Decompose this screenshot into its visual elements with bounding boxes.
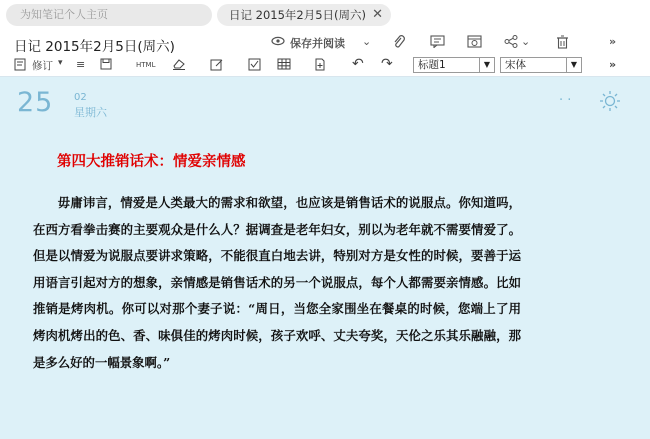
tab-home[interactable]: 为知笔记个人主页 xyxy=(6,4,212,26)
html-button[interactable]: HTML xyxy=(136,61,156,69)
editor-content[interactable] xyxy=(0,77,650,439)
article-body: 毋庸讳言，情爱是人类最大的需求和欲望，也应该是销售话术的说服点。你知道吗，在西方看拳击赛的主要观众是什么人？据调查是老年妇女，别以为老年就不需要情爱了。但是以情爱为说服点要讲求策略，不能很直白地去讲，特别对方是女性的时候，要善于运用语言引起对方的想象，亲情感是销售话术的另一个说服点，每个人都需要亲情感。比如推销是烤肉机。你可以对那个妻子说：“周日，当您全家围坐在餐桌的时候，您端上了用烤肉机烤出的色、香、味俱佳的烤肉时候，孩子欢呼、丈夫夸奖，天伦之乐其乐融融，那是多么好的一幅景象啊。” xyxy=(33,195,521,370)
table-icon[interactable] xyxy=(277,58,291,73)
font-select[interactable] xyxy=(500,57,582,73)
revise-button[interactable]: 修订 xyxy=(32,60,53,72)
attachment-icon[interactable] xyxy=(314,58,326,74)
undo-icon[interactable]: ↶ xyxy=(352,56,364,72)
save-icon[interactable] xyxy=(100,58,112,73)
menu-icon[interactable]: ≡ xyxy=(76,58,86,71)
save-read-button[interactable]: 保存并阅读 xyxy=(290,37,345,50)
style-select[interactable] xyxy=(413,57,495,73)
date-month: 02 xyxy=(74,92,87,103)
tab-diary-label: 日记 2015年2月5日(周六) xyxy=(229,8,367,22)
history-icon[interactable] xyxy=(467,35,482,51)
chevron-down-icon[interactable]: ⌄ xyxy=(362,35,372,48)
comment-icon[interactable] xyxy=(430,35,445,51)
weather-dots-icon[interactable]: · · xyxy=(559,93,572,108)
redo-icon[interactable]: ↷ xyxy=(381,56,393,72)
tab-diary[interactable] xyxy=(217,4,391,26)
eye-icon xyxy=(271,35,285,50)
title-bar xyxy=(0,30,650,56)
tab-bar xyxy=(0,0,650,30)
chevron-down-icon[interactable]: ▼ xyxy=(479,58,494,72)
revise-chevron-icon[interactable]: ▾ xyxy=(58,58,63,68)
format-icon[interactable] xyxy=(210,58,223,74)
editor-toolbar xyxy=(0,56,650,77)
date-weekday: 星期六 xyxy=(74,106,107,119)
date-day: 25 xyxy=(17,87,54,118)
eraser-icon[interactable] xyxy=(172,58,186,73)
page-title: 日记 2015年2月5日(周六) xyxy=(14,39,175,55)
sun-icon[interactable] xyxy=(599,90,621,116)
style-select-value: 标题1 xyxy=(418,59,446,71)
share-menu-chevron-icon[interactable]: ⌄ xyxy=(521,35,531,48)
share-icon[interactable] xyxy=(504,35,518,51)
paperclip-icon[interactable] xyxy=(392,35,406,52)
article-heading: 第四大推销话术：情爱亲情感 xyxy=(57,153,246,170)
delete-icon[interactable] xyxy=(556,35,569,52)
edit-icon[interactable] xyxy=(14,58,27,74)
checkbox-icon[interactable] xyxy=(248,58,261,74)
more-button[interactable]: » xyxy=(609,35,617,48)
chevron-down-icon[interactable]: ▼ xyxy=(566,58,581,72)
toolbar-more-button[interactable]: » xyxy=(609,58,617,71)
font-select-value: 宋体 xyxy=(505,59,526,71)
close-icon[interactable]: ✕ xyxy=(372,7,383,22)
